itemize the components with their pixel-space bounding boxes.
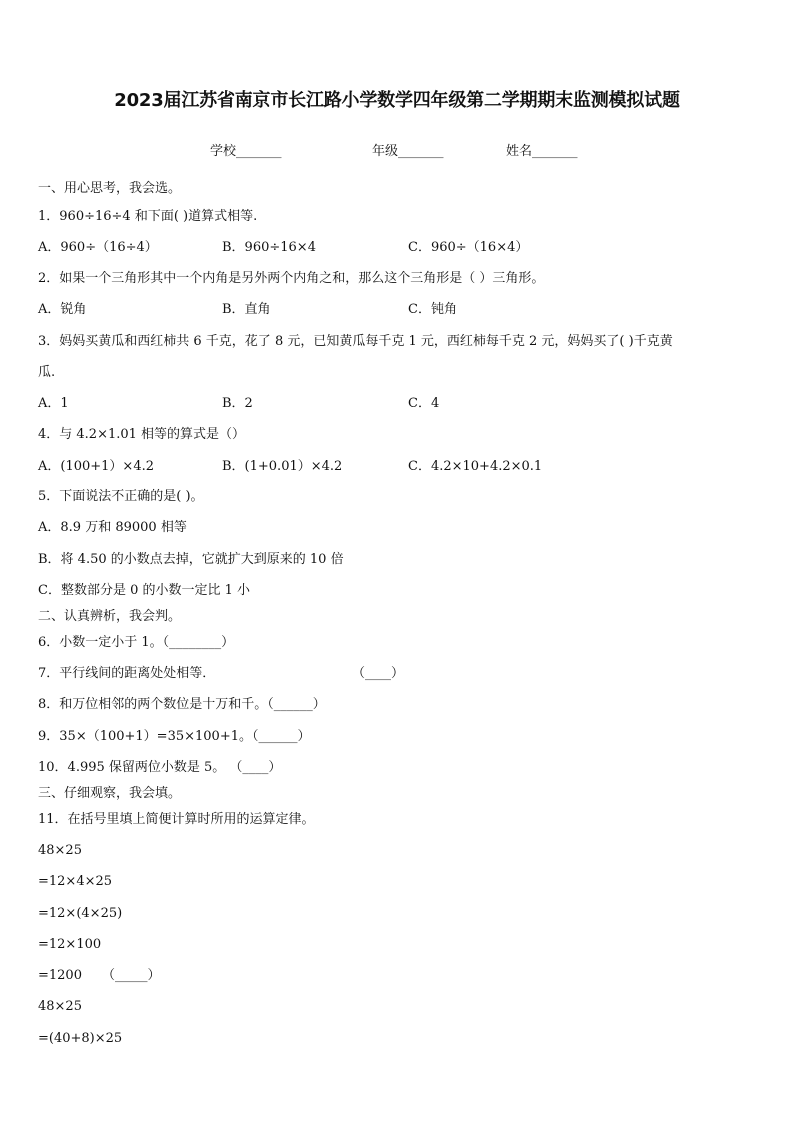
- school-field: 学校_______: [210, 144, 282, 159]
- calc-line: 48×25: [38, 843, 82, 858]
- grade-field: 年级_______: [372, 144, 444, 159]
- question-4-option-b: B．(1+0.01）×4.2: [222, 459, 343, 474]
- calc-line: =1200: [38, 968, 82, 983]
- question-8: 8．和万位相邻的两个数位是十万和千。（______）: [38, 697, 326, 712]
- calc-line: =12×4×25: [38, 874, 113, 889]
- question-10: 10．4.995 保留两位小数是 5。 （____）: [38, 760, 282, 775]
- page-title: 2023届江苏省南京市长江路小学数学四年级第二学期期末监测模拟试题: [114, 90, 680, 111]
- calc-line: =(40+8)×25: [38, 1031, 123, 1046]
- question-1: 1．960÷16÷4 和下面( )道算式相等.: [38, 209, 258, 224]
- question-3: 3．妈妈买黄瓜和西红柿共 6 千克，花了 8 元，已知黄瓜每千克 1 元，西红柿每千克 2 元，妈妈买了( )千克黄: [38, 334, 673, 349]
- question-7-blank: （____）: [352, 666, 405, 681]
- question-7: 7．平行线间的距离处处相等．: [38, 666, 216, 681]
- question-5-option-a: A．8.9 万和 89000 相等: [38, 520, 187, 535]
- question-4-option-c: C．4.2×10+4.2×0.1: [408, 459, 543, 474]
- question-9: 9．35×（100+1）=35×100+1。（______）: [38, 729, 311, 744]
- question-4: 4．与 4.2×1.01 相等的算式是（）: [38, 427, 246, 442]
- calc-line: =12×(4×25): [38, 906, 123, 921]
- section-heading-1: 一、用心思考，我会选。: [38, 181, 182, 196]
- question-2-option-c: C．钝角: [408, 302, 457, 317]
- question-3-option-a: A．1: [38, 396, 69, 411]
- question-6: 6．小数一定小于 1。（________）: [38, 635, 235, 650]
- question-1-option-b: B．960÷16×4: [222, 240, 316, 255]
- question-4-option-a: A．(100+1）×4.2: [38, 459, 155, 474]
- question-11: 11．在括号里填上简便计算时所用的运算定律。: [38, 812, 315, 827]
- question-2-option-b: B．直角: [222, 302, 271, 317]
- name-field: 姓名_______: [506, 144, 578, 159]
- question-5: 5．下面说法不正确的是( )。: [38, 489, 204, 504]
- section-heading-3: 三、仔细观察，我会填。: [38, 786, 182, 801]
- question-11-blank: （_____）: [102, 968, 161, 983]
- question-1-option-a: A．960÷（16÷4）: [38, 240, 158, 255]
- calc-line: 48×25: [38, 999, 82, 1014]
- question-5-option-b: B．将 4.50 的小数点去掉，它就扩大到原来的 10 倍: [38, 552, 344, 567]
- question-3-continued: 瓜.: [38, 365, 56, 380]
- calc-line: =12×100: [38, 937, 102, 952]
- question-2: 2．如果一个三角形其中一个内角是另外两个内角之和，那么这个三角形是（ ）三角形。: [38, 271, 545, 286]
- question-1-option-c: C．960÷（16×4）: [408, 240, 529, 255]
- question-5-option-c: C．整数部分是 0 的小数一定比 1 小: [38, 583, 251, 598]
- question-3-option-b: B．2: [222, 396, 253, 411]
- section-heading-2: 二、认真辨析，我会判。: [38, 609, 182, 624]
- question-2-option-a: A．锐角: [38, 302, 87, 317]
- question-3-option-c: C．4: [408, 396, 440, 411]
